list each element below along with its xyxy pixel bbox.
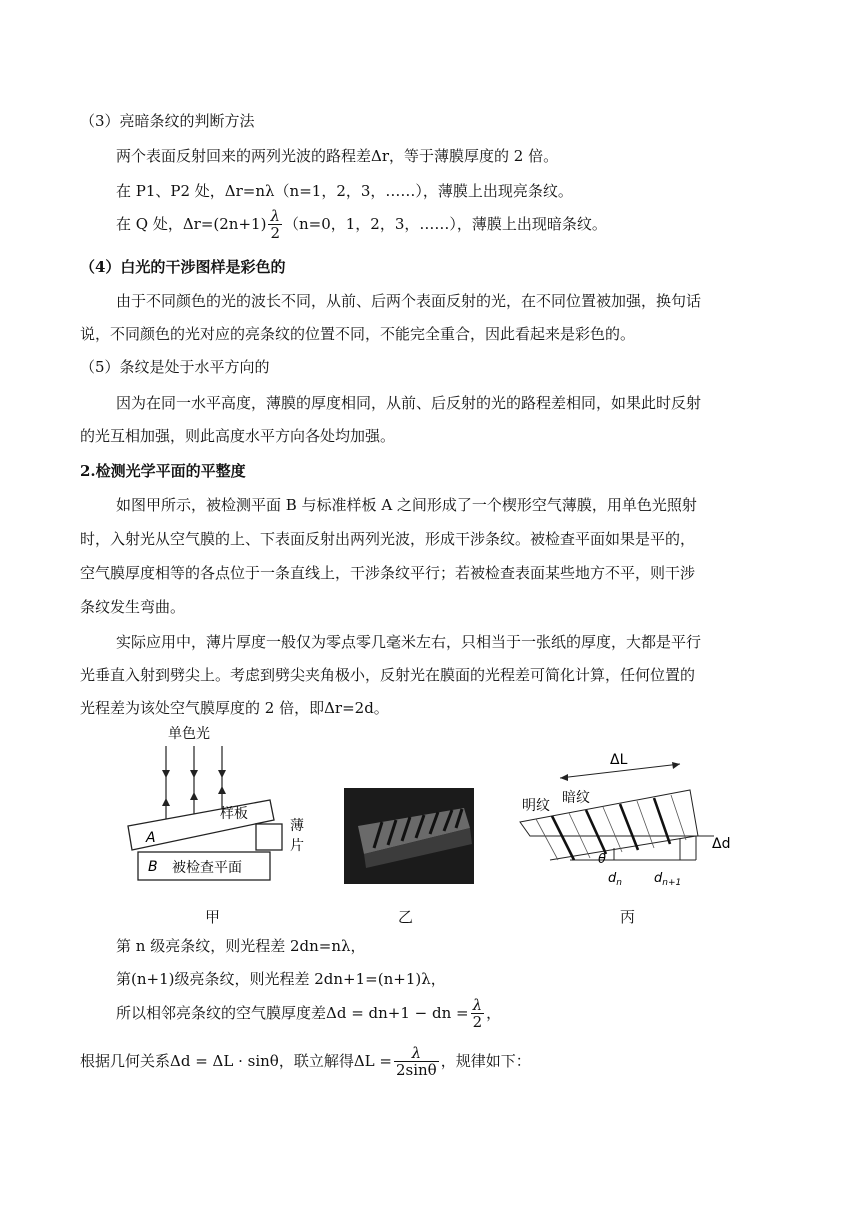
dark-fringe-label: 暗纹 [562,790,590,806]
arrow-down-icon [190,770,198,778]
section-5-heading: （5）条纹是处于水平方向的 [80,358,270,376]
section-5-text-1: 因为在同一水平高度，薄膜的厚度相同，从前、后反射的光的路程差相同，如果此时反射 [116,394,702,412]
text-fragment: 所以相邻亮条纹的空气膜厚度差Δd = dn+1 − dn = [116,1004,469,1022]
section-3-text-2: 在 P1、P2 处，Δr=nλ（n=1，2，3，……），薄膜上出现亮条纹。 [116,182,573,200]
thin-sheet-label-2: 片 [290,838,304,854]
section-4-text-1: 由于不同颜色的光的波长不同，从前、后两个表面反射的光，在不同位置被加强，换句话 [116,292,702,310]
arrow-up-icon [190,792,198,800]
fraction [394,1045,439,1079]
section-5-text-2: 的光互相加强，则此高度水平方向各处均加强。 [80,427,396,445]
text-fragment: ， [486,1004,502,1022]
part-2-text-5: 实际应用中，薄片厚度一般仅为零点零几毫米左右，只相当于一张纸的厚度，大都是平行 [116,633,702,651]
thin-sheet-label-1: 薄 [290,818,304,834]
monochromatic-light-label: 单色光 [168,726,210,742]
dn1-letter: d [654,871,663,886]
fraction-denominator: 2 [472,1013,483,1031]
figure-bing [510,750,750,890]
bright-fringe-label: 明纹 [522,798,550,814]
section-3-text-3 [116,206,607,242]
fraction-numerator: λ [270,207,280,225]
part-2-text-2: 时，入射光从空气膜的上、下表面反射出两列光波，形成干涉条纹。被检查平面如果是平的， [80,530,696,548]
text-fragment: （n=0，1，2，3，……），薄膜上出现暗条纹。 [283,215,607,233]
derivation-line-4 [80,1043,531,1079]
figure-jia-caption: 甲 [205,908,221,926]
arrow-down-icon [218,770,226,778]
fraction [268,208,282,242]
section-4-heading: （4）白光的干涉图样是彩色的 [80,258,286,276]
part-2-text-3: 空气膜厚度相等的各点位于一条直线上，干涉条纹平行；若被检查表面某些地方不平，则干涉 [80,564,696,582]
text-fragment: ，规律如下： [440,1052,531,1070]
tested-plane-label: 被检查平面 [172,860,242,876]
section-3-text-1: 两个表面反射回来的两列光波的路程差Δr，等于薄膜厚度的 2 倍。 [116,147,559,165]
figure-bing-caption: 丙 [620,908,636,926]
thin-sheet [256,824,282,850]
delta-l-label: ΔL [610,752,628,768]
arrow-left-icon [560,774,568,781]
dn-label [608,871,622,888]
fraction-numerator: λ [472,996,483,1014]
arrow-up-icon [162,798,170,806]
part-2-text-7: 光程差为该处空气膜厚度的 2 倍，即Δr=2d。 [80,699,389,717]
theta-label: θ [598,852,606,867]
figure-yi-photo [344,788,474,884]
fraction-denominator: 2sinθ [395,1061,437,1079]
derivation-line-3 [116,995,501,1031]
figure-yi-caption: 乙 [398,908,414,926]
delta-d-label: Δd [712,836,731,852]
fraction-denominator: 2 [270,224,280,242]
arrow-down-icon [162,770,170,778]
arrow-right-icon [672,762,680,769]
dn1-label [654,871,681,888]
section-4-text-2: 说，不同颜色的光对应的亮条纹的位置不同，不能完全重合，因此看起来是彩色的。 [80,325,636,343]
section-3-heading: （3）亮暗条纹的判断方法 [80,112,255,130]
dn-subscript: n [616,878,622,888]
arrow-up-icon [218,786,226,794]
fraction [471,997,485,1031]
part-2-text-1: 如图甲所示，被检测平面 B 与标准样板 A 之间形成了一个楔形空气薄膜，用单色光照射 [116,496,697,514]
plate-a-label: A [146,830,156,846]
derivation-line-1: 第 n 级亮条纹，则光程差 2dn=nλ， [116,937,366,955]
text-fragment: 在 Q 处，Δr=(2n+1) [116,215,267,233]
text-fragment: 根据几何关系Δd = ΔL · sinθ，联立解得ΔL = [80,1052,392,1070]
part-2-heading: 2.检测光学平面的平整度 [80,462,246,480]
part-2-text-6: 光垂直入射到劈尖上。考虑到劈尖夹角极小，反射光在膜面的光程差可简化计算，任何位置的 [80,666,696,684]
fraction-numerator: λ [411,1044,422,1062]
plane-b-label: B [148,859,158,875]
part-2-text-4: 条纹发生弯曲。 [80,598,186,616]
figure-jia [120,720,320,890]
derivation-line-2: 第(n+1)级亮条纹，则光程差 2dn+1=(n+1)λ， [116,970,446,988]
dn-letter: d [608,871,617,886]
sample-plate-label: 样板 [220,806,248,822]
dn1-subscript: n+1 [662,878,682,888]
